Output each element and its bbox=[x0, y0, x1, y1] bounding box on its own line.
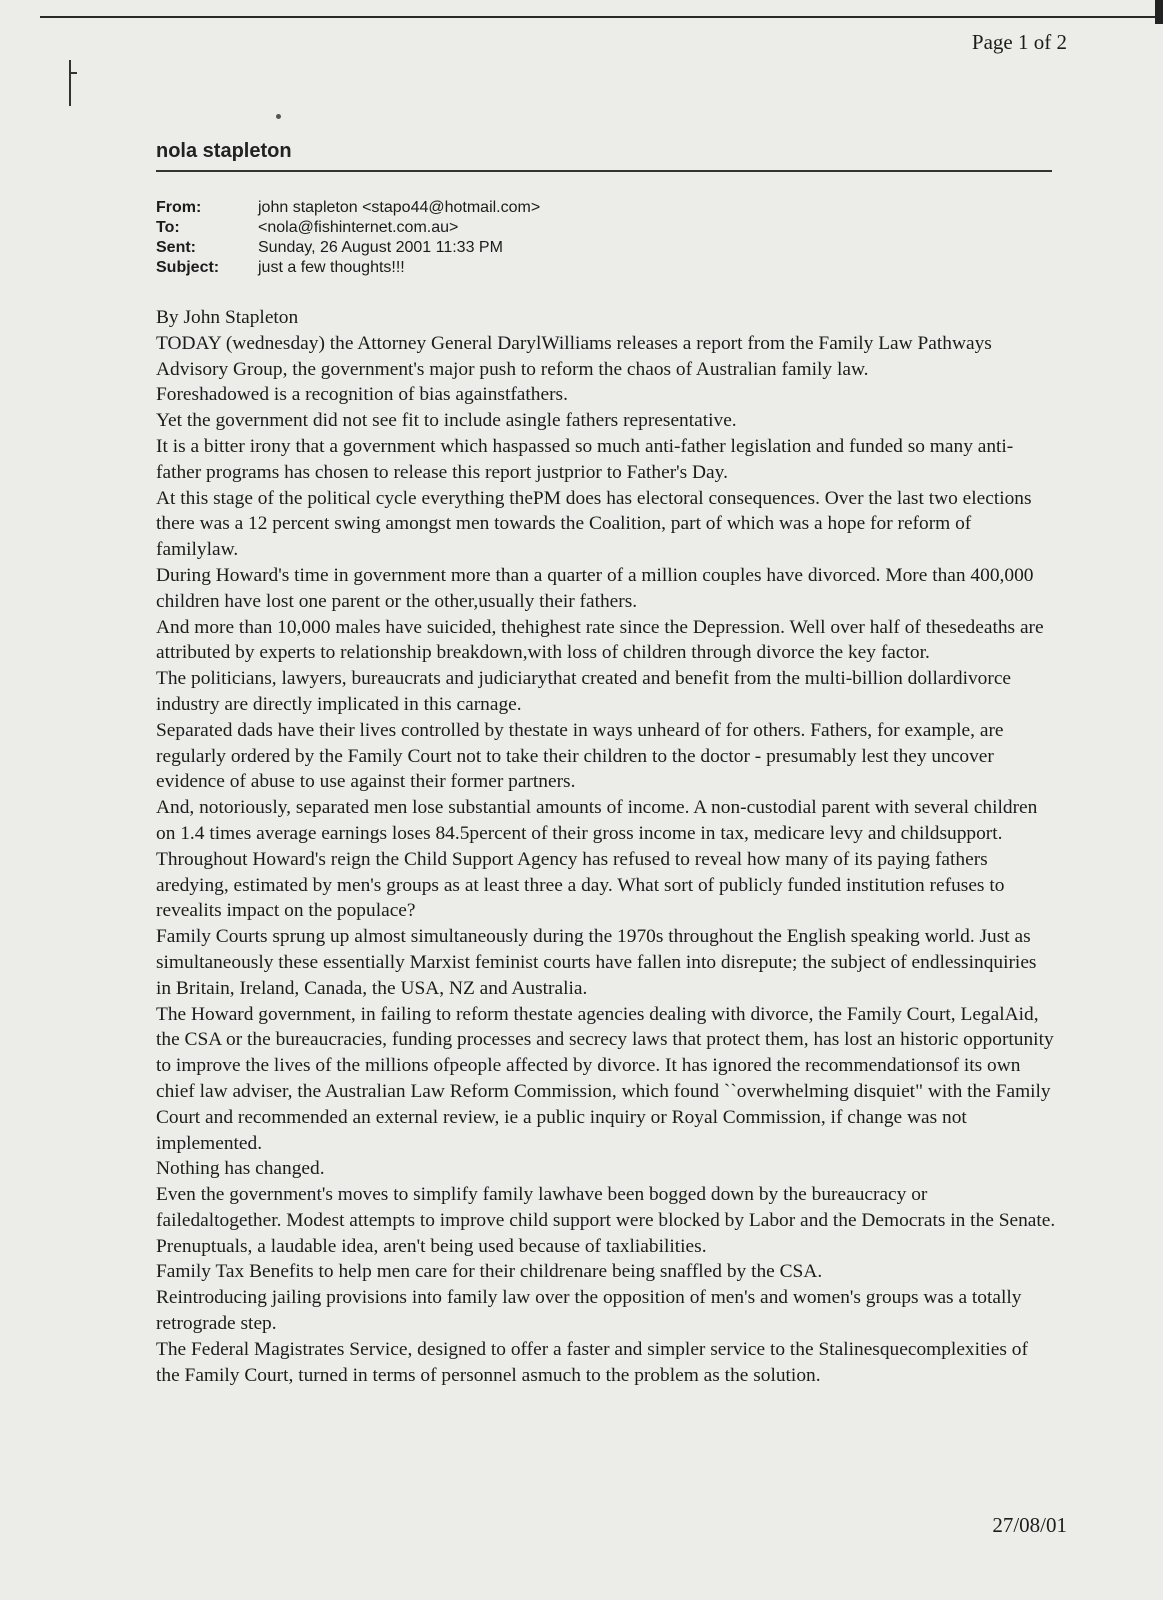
email-headers bbox=[156, 198, 540, 278]
header-from-value: john stapleton <stapo44@hotmail.com> bbox=[258, 199, 541, 216]
paragraph: Reintroducing jailing provisions into family law over the opposition of men's and women's groups was a totally retrograde step. bbox=[156, 1287, 1022, 1335]
paragraph: Family Tax Benefits to help men care for their childrenare being snaffled by the CSA. bbox=[156, 1261, 823, 1283]
header-sent-value: Sunday, 26 August 2001 11:33 PM bbox=[258, 239, 503, 256]
header-sent bbox=[156, 238, 540, 258]
paragraph: And, notoriously, separated men lose substantial amounts of income. A non-custodial parent with several children on 1.4 times average earnings loses 84.5percent of their gross income in tax, medicare levy and childsupport. Throughout Howard's reign the Child Support Agency has refused to reveal how many of its paying fathers aredying, estimated by men's groups as at least three a day. What sort of publicly funded institution refuses to revealits impact on the populace? bbox=[156, 797, 1038, 922]
paragraph: The politicians, lawyers, bureaucrats and judiciarythat created and benefit from the multi-billion dollardivorce industry are directly implicated in this carnage. bbox=[156, 668, 1012, 715]
paragraph: Nothing has changed. bbox=[156, 1158, 325, 1180]
margin-mark-tick bbox=[71, 72, 77, 74]
paragraph: The Federal Magistrates Service, designed to offer a faster and simpler service to the Stalinesquecomplexities of the Family Court, turned in terms of personnel asmuch to the problem as the solution. bbox=[156, 1338, 1028, 1386]
scan-edge-right bbox=[1155, 0, 1163, 24]
paragraph: Family Courts sprung up almost simultaneously during the 1970s throughout the English speaking world. Just as simultaneously these essentially Marxist feminist courts have fallen into disrepute; the subject of endlessinquiries in Britain, Ireland, Canada, the USA, NZ and Australia. bbox=[156, 926, 1037, 999]
header-subject-label: Subject: bbox=[156, 259, 220, 276]
scan-speck bbox=[276, 114, 281, 119]
article-body bbox=[156, 305, 1056, 1388]
paragraph: At this stage of the political cycle everything thePM does has electoral consequences. Over the last two elections there was a 12 percent swing amongst men towards the Coalition, part of which was a hope for reform of familylaw. bbox=[156, 487, 1032, 561]
paragraph: The Howard government, in failing to reform thestate agencies dealing with divorce, the Family Court, LegalAid, the CSA or the bureaucracies, funding processes and secrecy laws that protect them, has lost an historic opportunity to improve the lives of the millions ofpeople affected by divorce. It has ignored the recommendationsof its own chief law adviser, the Australian Law Reform Commission, which found ``overwhelming disquiet" with the Family Court and recommended an external review, ie a public inquiry or Royal Commission, if change was not implemented. bbox=[156, 1003, 1054, 1154]
paragraph: It is a bitter irony that a government which haspassed so much anti-father legislation and funded so many anti-father programs has chosen to release this report justprior to Father's Day. bbox=[156, 435, 1014, 483]
header-to-value: <nola@fishinternet.com.au> bbox=[258, 219, 459, 236]
header-sent-label: Sent: bbox=[156, 239, 196, 256]
header-subject-value: just a few thoughts!!! bbox=[258, 259, 405, 276]
header-to bbox=[156, 218, 540, 238]
paragraph: Foreshadowed is a recognition of bias againstfathers. bbox=[156, 384, 568, 406]
paragraph: Separated dads have their lives controlled by thestate in ways unheard of for others. Fathers, for example, are regularly ordered by the Family Court not to take their children to the doctor - presumably lest they uncover evidence of abuse to use against their former partners. bbox=[156, 719, 1004, 793]
heading-rule bbox=[156, 170, 1052, 172]
header-from bbox=[156, 198, 540, 218]
paragraph: Even the government's moves to simplify family lawhave been bogged down by the bureaucracy or failedaltogether. Modest attempts to improve child support were blocked by Labor and the Democrats in the Senate. Prenuptuals, a laudable idea, aren't being used because of taxliabilities. bbox=[156, 1184, 1056, 1257]
paragraph: And more than 10,000 males have suicided, thehighest rate since the Depression. Well over half of thesedeaths are attributed by experts to relationship breakdown,with loss of children through divorce the key factor. bbox=[156, 616, 1044, 664]
page-number: Page 1 of 2 bbox=[971, 30, 1067, 54]
sender-heading: nola stapleton bbox=[156, 140, 292, 162]
paragraph: Yet the government did not see fit to include asingle fathers representative. bbox=[156, 410, 737, 432]
byline: By John Stapleton bbox=[156, 307, 299, 328]
header-subject bbox=[156, 258, 540, 278]
margin-mark bbox=[69, 60, 71, 106]
paragraph: TODAY (wednesday) the Attorney General DarylWilliams releases a report from the Family Law Pathways Advisory Group, the government's major push to reform the chaos of Australian family law. bbox=[156, 332, 992, 380]
header-to-label: To: bbox=[156, 219, 180, 236]
header-from-label: From: bbox=[156, 199, 202, 216]
page-date: 27/08/01 bbox=[992, 1513, 1067, 1537]
scan-edge-top bbox=[40, 16, 1163, 18]
paragraph: During Howard's time in government more than a quarter of a million couples have divorced. More than 400,000 children have lost one parent or the other,usually their fathers. bbox=[156, 564, 1034, 612]
